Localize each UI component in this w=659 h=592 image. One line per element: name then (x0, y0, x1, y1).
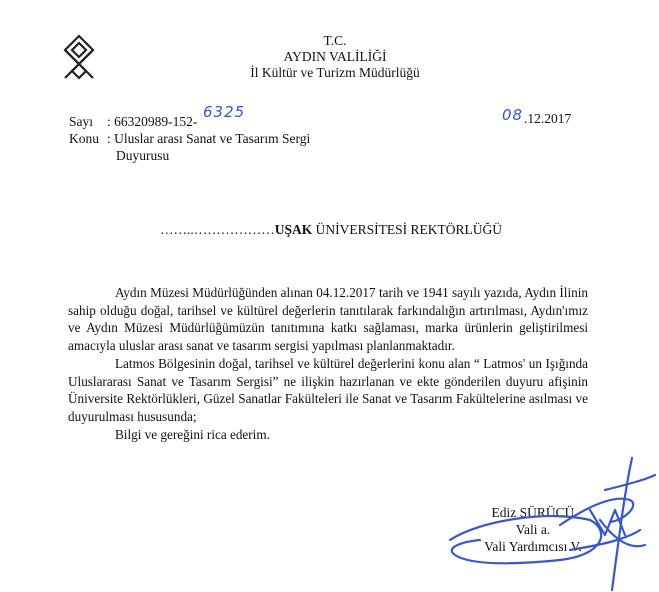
konu-line2: Duyurusu (116, 148, 170, 163)
addressee-rest: ÜNİVERSİTESİ REKTÖRLÜĞÜ (312, 222, 503, 237)
addressee-name: UŞAK (274, 222, 313, 237)
seljuk-knot-logo-icon (62, 34, 96, 80)
handwritten-signature-icon (440, 450, 659, 592)
signatory-title-2: Vali Yardımcısı V. (484, 539, 582, 554)
signatory-title-1: Vali a. (515, 522, 551, 537)
date-handwritten-day: 08 (502, 106, 524, 124)
date-printed: .12.2017 (524, 111, 572, 126)
header-directorate: İl Kültür ve Turizm Müdürlüğü (250, 65, 420, 80)
konu-label: Konu (69, 131, 99, 146)
konu-line1: : Uluslar arası Sanat ve Tasarım Sergi (107, 131, 311, 146)
header-governorship: AYDIN VALİLİĞİ (283, 49, 387, 64)
sayi-label: Sayı (69, 114, 94, 129)
addressee-dots: ……..……………… (160, 222, 275, 237)
addressee (160, 222, 502, 238)
body-paragraph-3: Bilgi ve gereğini rica ederim. (115, 426, 270, 442)
sayi-handwritten-number: 6325 (203, 103, 246, 121)
header-tc: T.C. (323, 33, 347, 48)
body-paragraph-1: Aydın Müzesi Müdürlüğünden alınan 04.12.2017 tarih ve 1941 sayılı yazıda, Aydın İlinin sahip olduğu doğal, tarihsel ve kültürel değerlerin tanıtılarak farkındalığın artırılması, Aydın'ımız ve Aydın Müzesi Müdürlüğümüzün tanıtımına katkı sağlaması, marka ürünlerin geliştirilmesi amacıyla uluslar arası sanat ve tasarım sergisi yapılması planlanmaktadır. (68, 285, 588, 354)
body-paragraph-2: Latmos Bölgesinin doğal, tarihsel ve kültürel değerlerini konu alan “ Latmos' un Işığında Uluslararası Sanat ve Tasarım Sergisi” ne ilişkin hazırlanan ve ekte gönderilen duyuru afişinin Üniversite Rektörlükleri, Güzel Sanatlar Fakülteleri ile Sanat ve Tasarım Fakültelerine asılması ve duyurulması hususunda; (68, 355, 588, 424)
letter-body (68, 284, 588, 443)
sayi-value: : 66320989-152- (107, 114, 198, 129)
signatory-name: Ediz SÜRÜCÜ (491, 505, 575, 520)
